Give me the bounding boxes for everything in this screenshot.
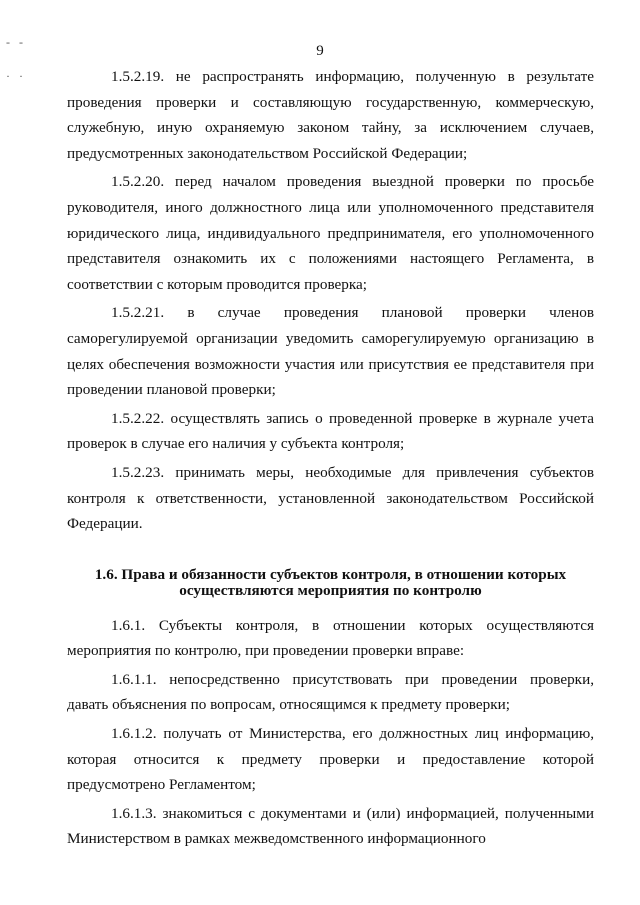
paragraph-1-6-1-2: 1.6.1.2. получать от Министерства, его должностных лиц информацию, которая относится к предмету проверки и предоставление которой предусмотрено Регламентом; xyxy=(67,725,594,794)
page-number: 9 xyxy=(316,43,324,59)
document-body xyxy=(67,64,594,855)
paragraph-1-5-2-19: 1.5.2.19. не распространять информацию, полученную в результате проведения проверки и составляющую государственную, коммерческую, служебную, иную охраняемую законом тайну, за исключением случаев, предусмотренных законодательством Российской Федерации; xyxy=(67,68,594,162)
margin-mark-second: · · xyxy=(6,69,26,83)
margin-mark-top: - - xyxy=(6,35,26,49)
section-heading-line-2: осуществляются мероприятия по контролю xyxy=(179,581,482,599)
section-heading-1-6 xyxy=(67,567,594,599)
paragraph-1-6-1-3: 1.6.1.3. знакомиться с документами и (или) информацией, полученными Министерством в рамках межведомственного информационного xyxy=(67,804,594,848)
paragraph-1-5-2-20: 1.5.2.20. перед началом проведения выездной проверки по просьбе руководителя, иного должностного лица или уполномоченного представителя юридического лица, индивидуального предпринимателя, его уполномоченного представителя ознакомить их с положениями настоящего Регламента, в соответствии с которым проводится проверка; xyxy=(67,173,594,293)
paragraph-1-6-1-1: 1.6.1.1. непосредственно присутствовать при проведении проверки, давать объяснения по вопросам, относящимся к предмету проверки; xyxy=(67,670,594,714)
paragraph-1-6-1: 1.6.1. Субъекты контроля, в отношении которых осуществляются мероприятия по контролю, при проведении проверки вправе: xyxy=(67,616,594,660)
paragraph-1-5-2-21: 1.5.2.21. в случае проведения плановой проверки членов саморегулируемой организации уведомить саморегулируемую организацию в целях обеспечения возможности участия или присутствия ее представителя при проведении плановой проверки; xyxy=(67,304,594,399)
section-heading-line-1: 1.6. Права и обязанности субъектов контроля, в отношении которых xyxy=(94,565,567,583)
paragraph-1-5-2-22: 1.5.2.22. осуществлять запись о проведенной проверке в журнале учета проверок в случае его наличия у субъекта контроля; xyxy=(67,409,594,453)
paragraph-1-5-2-23: 1.5.2.23. принимать меры, необходимые для привлечения субъектов контроля к ответственности, установленной законодательством Российской Федерации. xyxy=(67,463,594,533)
